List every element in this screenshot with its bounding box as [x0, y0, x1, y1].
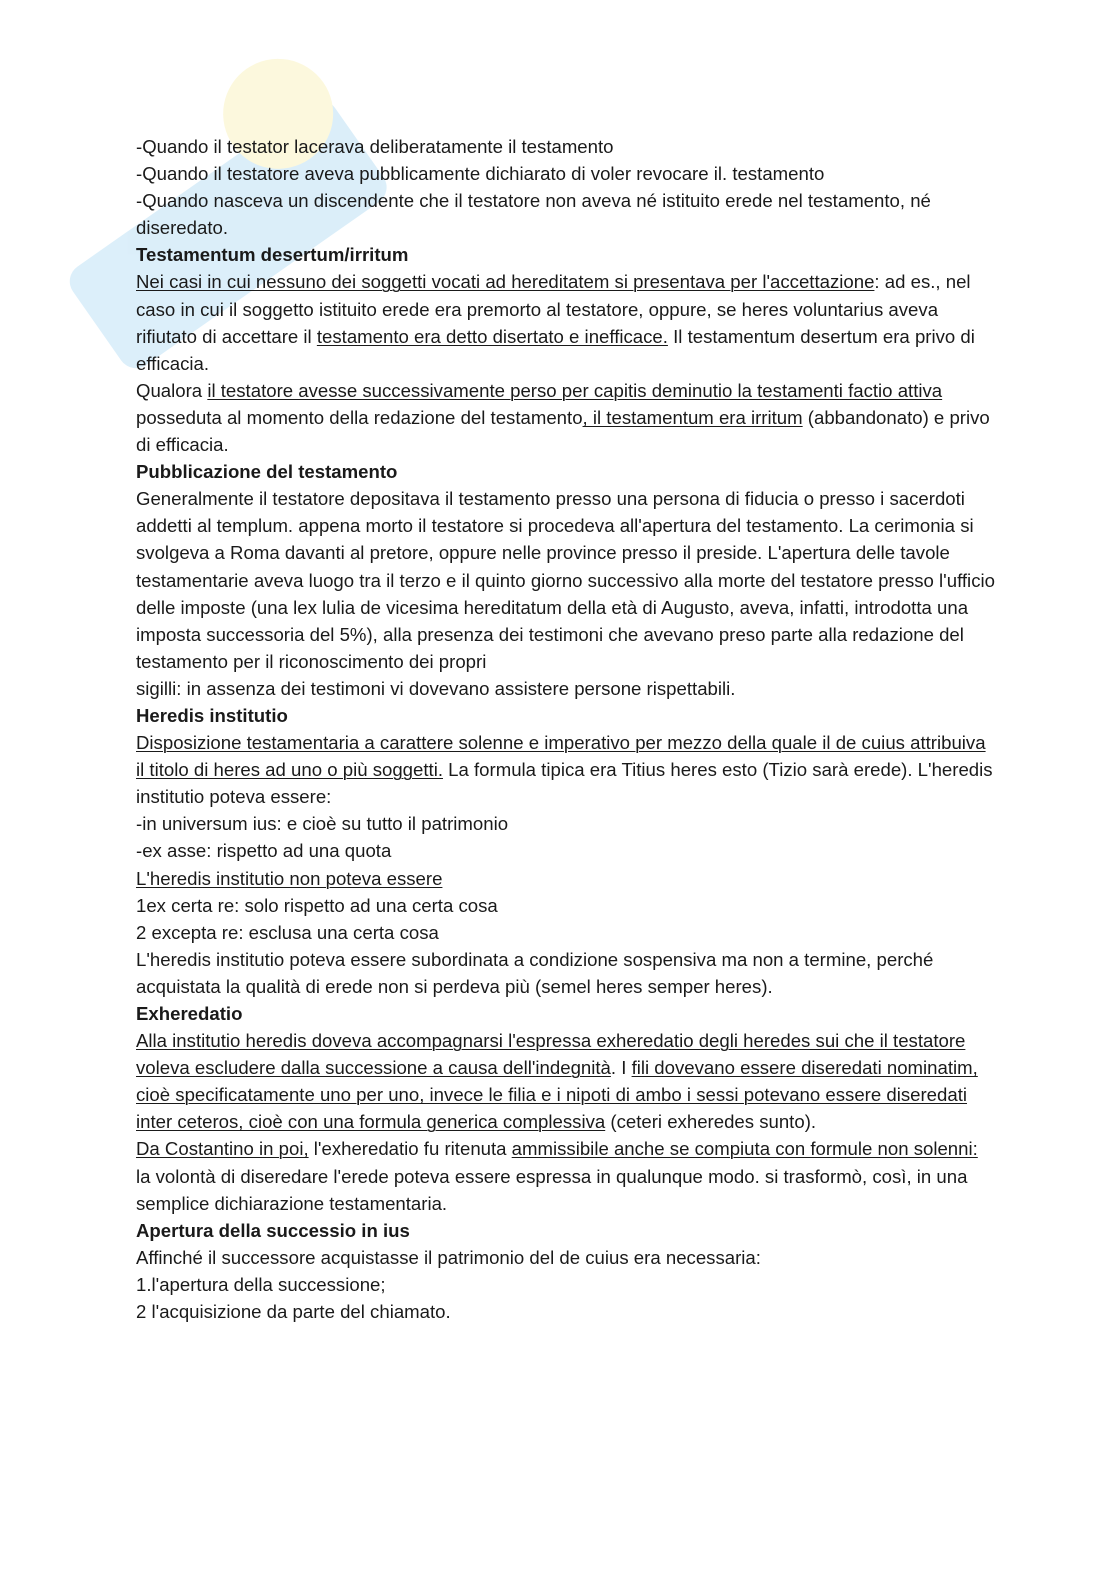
list-item: 1.l'apertura della successione;	[136, 1273, 386, 1295]
paragraph-sigilli: sigilli: in assenza dei testimoni vi dovevano assistere persone rispettabili.	[136, 677, 736, 699]
paragraph-exheredatio: Alla institutio heredis doveva accompagnarsi l'espressa exheredatio degli heredes sui che il testatore voleva escludere dalla successione a causa dell'indegnità. I fili dovevano essere diseredati nominatim, cioè specificatamente uno per uno, invece le filia e i nipoti di ambo i sessi potevano essere diseredati inter ceteros, cioè con una formula generica complessiva (ceteri exheredes sunto).	[136, 1030, 978, 1133]
list-item: 2 excepta re: esclusa una certa cosa	[136, 921, 439, 943]
paragraph-costantino: Da Costantino in poi, l'exheredatio fu ritenuta ammissibile anche se compiuta con formule non solenni: la volontà di diseredare l'erede poteva essere espressa in qualunque modo. si trasformò, così, in una semplice dichiarazione testamentaria.	[136, 1138, 978, 1214]
paragraph-heredis: Disposizione testamentaria a carattere solenne e imperativo per mezzo della quale il de cuius attribuiva il titolo di heres ad uno o più soggetti. La formula tipica era Titius heres esto (Tizio sarà erede). L'heredis institutio poteva essere:	[136, 732, 993, 808]
heading-exheredatio: Exheredatio	[136, 1003, 243, 1024]
heading-heredis-institutio: Heredis institutio	[136, 704, 288, 726]
document-page	[136, 133, 996, 1325]
paragraph-condizione: L'heredis institutio poteva essere subordinata a condizione sospensiva ma non a termine, perché acquistata la qualità di erede non si perdeva più (semel heres semper heres).	[136, 948, 934, 997]
list-item: -in universum ius: e cioè su tutto il patrimonio	[136, 813, 509, 835]
intro-line-2: -Quando il testatore aveva pubblicamente dichiarato di voler revocare il. testamento	[136, 163, 825, 185]
intro-line-1: -Quando il testator lacerava deliberatamente il testamento	[136, 136, 614, 157]
paragraph-desertum: Nei casi in cui nessuno dei soggetti vocati ad hereditatem si presentava per l'accettazione: ad es., nel caso in cui il soggetto istituito erede era premorto al testatore, oppure, se heres voluntarius aveva rifiutato di accettare il testamento era detto disertato e inefficace. Il testamentum desertum era privo di efficacia.	[136, 271, 975, 374]
paragraph-apertura: Affinché il successore acquistasse il patrimonio del de cuius era necessaria:	[136, 1246, 761, 1268]
intro-line-3: -Quando nasceva un discendente che il testatore non aveva né istituito erede nel testamento, né diseredato.	[136, 190, 931, 239]
list-item: 2 l'acquisizione da parte del chiamato.	[136, 1301, 451, 1323]
heading-apertura-successio: Apertura della successio in ius	[136, 1219, 410, 1241]
heading-pubblicazione: Pubblicazione del testamento	[136, 461, 398, 483]
list-item: L'heredis institutio non poteva essere	[136, 867, 443, 889]
list-item: 1ex certa re: solo rispetto ad una certa cosa	[136, 894, 498, 916]
heading-testamentum-desertum: Testamentum desertum/irritum	[136, 244, 409, 266]
list-item: -ex asse: rispetto ad una quota	[136, 840, 392, 862]
paragraph-irritum: Qualora il testatore avesse successivamente perso per capitis deminutio la testamenti factio attiva posseduta al momento della redazione del testamento, il testamentum era irritum (abbandonato) e privo di efficacia.	[136, 379, 990, 456]
paragraph-pubblicazione: Generalmente il testatore depositava il testamento presso una persona di fiducia o presso i sacerdoti addetti al templum. appena morto il testatore si procedeva all'apertura del testamento. La cerimonia si svolgeva a Roma davanti al pretore, oppure nelle province presso il preside. L'apertura delle tavole testamentarie aveva luogo tra il terzo e il quinto giorno successivo alla morte del testatore presso l'ufficio delle imposte (una lex lulia de vicesima hereditatum della età di Augusto, aveva, infatti, introdotta una imposta successoria del 5%), alla presenza dei testimoni che avevano preso parte alla redazione del testamento per il riconoscimento dei propri	[136, 488, 995, 672]
